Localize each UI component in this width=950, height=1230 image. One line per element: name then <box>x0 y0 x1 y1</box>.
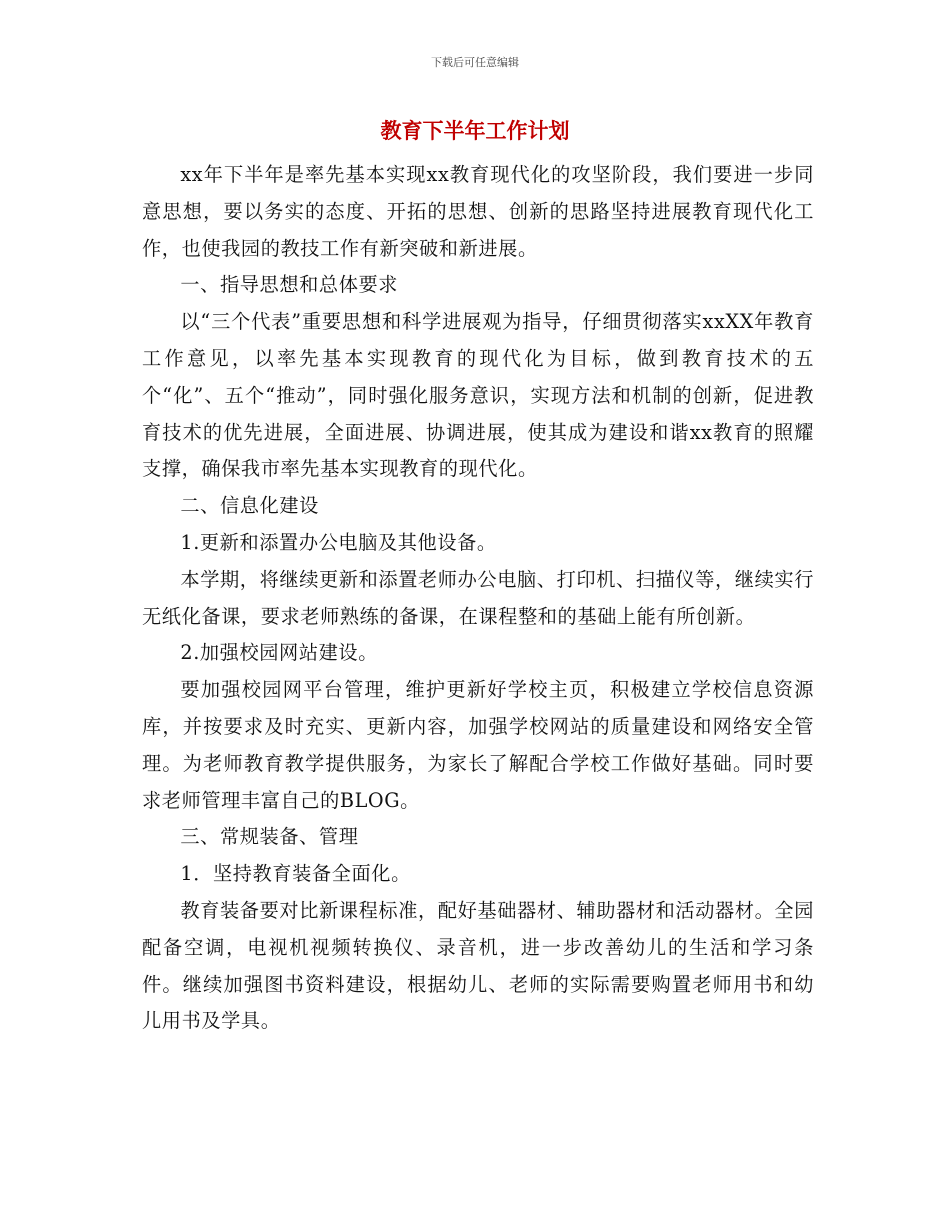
intro-paragraph: xx年下半年是率先基本实现xx教育现代化的攻坚阶段，我们要进一步同意思想，要以务实的态度、开拓的思想、创新的思路坚持进展教育现代化工作，也使我园的教技工作有新突破和新进展。 <box>142 163 814 260</box>
section-heading-routine-equipment: 三、常规装备、管理 <box>180 825 359 849</box>
header-note: 下载后可任意编辑 <box>431 56 519 69</box>
guiding-thought-paragraph: 以“三个代表”重要思想和科学进展观为指导，仔细贯彻落实xxXX年教育工作意见，以率先基本实现教育的现代化为目标，做到教育技术的五个“化”、五个“推动”，同时强化服务意识，实现方法和机制的创新，促进教育技术的优先进展，全面进展、协调进展，使其成为建设和谐xx教育的照耀支撑，确保我市率先基本实现教育的现代化。 <box>142 310 814 481</box>
section-heading-informatization: 二、信息化建设 <box>180 494 319 518</box>
section-heading-guiding-thought: 一、指导思想和总体要求 <box>180 273 399 297</box>
subheading-campus-website: 2.加强校园网站建设。 <box>180 641 378 665</box>
subheading-office-equipment: 1.更新和添置办公电脑及其他设备。 <box>180 530 497 554</box>
document-body <box>142 157 814 1040</box>
subheading-equipment-comprehensive: 1．坚持教育装备全面化。 <box>180 862 411 886</box>
office-equipment-paragraph: 本学期，将继续更新和添置老师办公电脑、打印机、扫描仪等，继续实行无纸化备课，要求老师熟练的备课，在课程整和的基础上能有所创新。 <box>142 567 814 628</box>
campus-website-paragraph: 要加强校园网平台管理，维护更新好学校主页，积极建立学校信息资源库，并按要求及时充实、更新内容，加强学校网站的质量建设和网络安全管理。为老师教育教学提供服务，为家长了解配合学校工作做好基础。同时要求老师管理丰富自己的BLOG。 <box>142 678 814 812</box>
document-title: 教育下半年工作计划 <box>380 119 570 143</box>
equipment-paragraph: 教育装备要对比新课程标准，配好基础器材、辅助器材和活动器材。全园配备空调，电视机视频转换仪、录音机，进一步改善幼儿的生活和学习条件。继续加强图书资料建设，根据幼儿、老师的实际需要购置老师用书和幼儿用书及学具。 <box>142 898 814 1033</box>
